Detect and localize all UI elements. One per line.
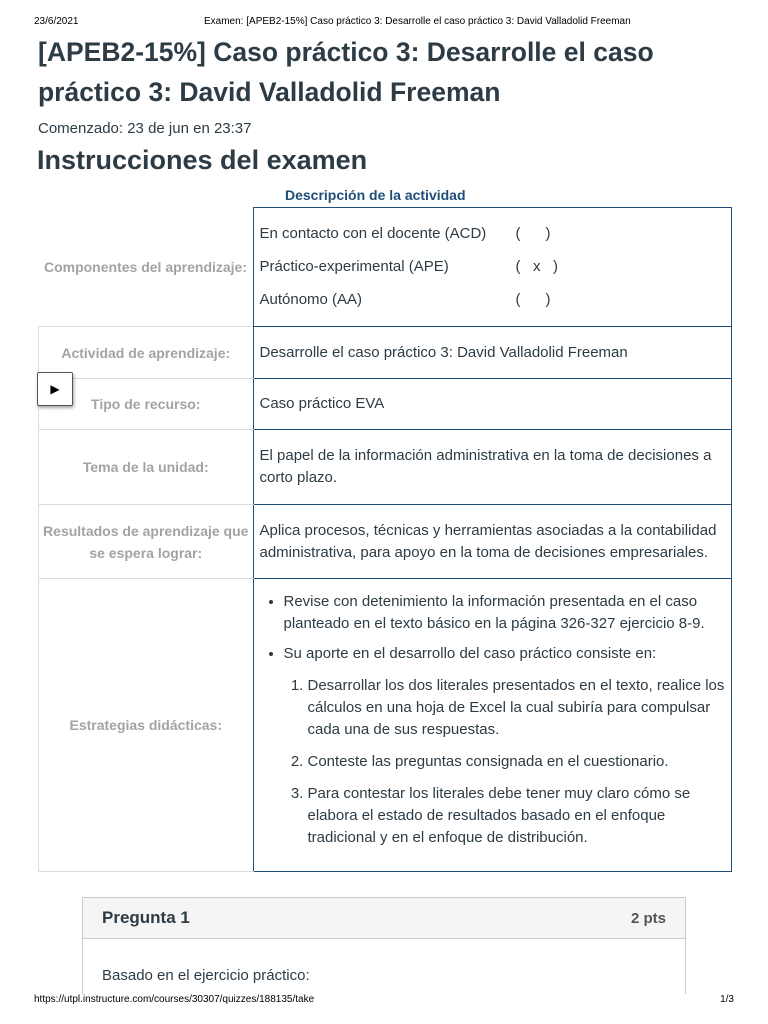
row-label: Tema de la unidad: xyxy=(39,430,254,505)
print-footer xyxy=(34,994,734,1005)
list-item: 1. Desarrollar los dos literales presentados en el texto, realice los cálculos en una hoja de Excel la cual subiría para compulsar cada una de sus respuestas. xyxy=(308,675,726,741)
print-url: https://utpl.instructure.com/courses/30307/quizzes/188135/take xyxy=(34,994,315,1005)
print-header xyxy=(34,16,734,27)
question-name: Pregunta 1 xyxy=(102,908,190,927)
list-item-text: Su aporte en el desarrollo del caso práctico consiste en: xyxy=(283,645,657,662)
list-item: 2. Conteste las preguntas consignada en el cuestionario. xyxy=(308,751,726,773)
component-name: Autónomo (AA) xyxy=(259,291,363,308)
row-value xyxy=(253,208,732,327)
table-row xyxy=(39,208,732,327)
row-value: Aplica procesos, técnicas y herramientas asociadas a la contabilidad administrativa, para apoyo en la toma de decisiones empresariales. xyxy=(253,505,732,579)
list-item: • Revise con detenimiento la información presentada en el caso planteado en el texto básico en la página 326-327 ejercicio 8-9. xyxy=(284,591,726,635)
row-label: Estrategias didácticas: xyxy=(39,579,254,872)
component-item xyxy=(260,251,726,284)
row-value: Desarrolle el caso práctico 3: David Valladolid Freeman xyxy=(253,327,732,379)
row-value xyxy=(253,579,732,872)
table-row xyxy=(39,579,732,872)
question-header xyxy=(83,898,685,939)
print-page-number: 1/3 xyxy=(720,994,734,1005)
list-item: 3. Para contestar los literales debe tener muy claro cómo se elabora el estado de resultados basado en el enfoque tradicional y en el enfoque de distribución. xyxy=(308,783,726,849)
strategies-list xyxy=(260,591,726,849)
print-date: 23/6/2021 xyxy=(34,16,79,27)
row-value: Caso práctico EVA xyxy=(253,379,732,430)
table-row xyxy=(39,327,732,379)
list-item xyxy=(284,643,726,849)
table-row xyxy=(39,379,732,430)
quiz-title: [APEB2-15%] Caso práctico 3: Desarrolle el caso práctico 3: David Valladolid Freeman xyxy=(38,37,654,107)
steps-list xyxy=(284,675,726,849)
component-mark: ( ) xyxy=(515,291,551,308)
quiz-started-time: Comenzado: 23 de jun en 23:37 xyxy=(38,120,252,137)
component-name: Práctico-experimental (APE) xyxy=(259,258,449,275)
row-label: Resultados de aprendizaje que se espera lograr: xyxy=(39,505,254,579)
row-label: Componentes del aprendizaje: xyxy=(39,208,254,327)
question-card xyxy=(82,897,686,994)
component-name: En contacto con el docente (ACD) xyxy=(259,225,487,242)
component-item xyxy=(260,218,726,251)
component-mark: ( ) xyxy=(515,225,551,242)
row-value: El papel de la información administrativa en la toma de decisiones a corto plazo. xyxy=(253,430,732,505)
activity-description-table xyxy=(38,207,732,872)
component-item xyxy=(260,284,726,317)
question-text: Basado en el ejercicio práctico: xyxy=(102,967,310,984)
table-caption: Descripción de la actividad xyxy=(285,187,466,203)
row-label: Actividad de aprendizaje: xyxy=(39,327,254,379)
play-button[interactable] xyxy=(37,372,73,406)
table-row xyxy=(39,505,732,579)
question-points: 2 pts xyxy=(630,909,666,927)
print-page-title: Examen: [APEB2-15%] Caso práctico 3: Desarrolle el caso práctico 3: David Valladolid Freeman xyxy=(204,16,631,27)
row-label: Tipo de recurso: xyxy=(39,379,254,430)
play-icon: ▶ xyxy=(50,382,60,396)
instructions-heading: Instrucciones del examen xyxy=(37,145,368,175)
table-row xyxy=(39,430,732,505)
component-mark: ( x ) xyxy=(515,258,558,275)
